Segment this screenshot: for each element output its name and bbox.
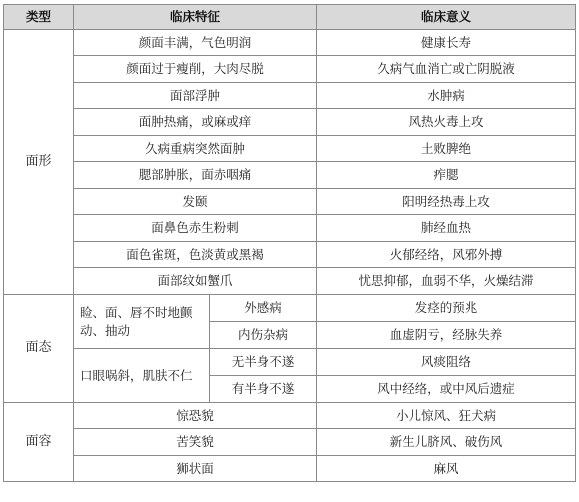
meaning-cell: 小儿惊风、狂犬病 (317, 403, 576, 429)
header-feature: 临床特征 (74, 5, 317, 30)
condition-cell: 有半身不遂 (210, 376, 317, 403)
meaning-cell: 风痰阻络 (317, 349, 576, 376)
feature-cell: 颜面过于瘦削，大肉尽脱 (74, 56, 317, 83)
meaning-cell: 健康长寿 (317, 30, 576, 56)
feature-cell: 狮状面 (74, 456, 317, 482)
table-row (4, 268, 576, 295)
header-row (4, 5, 576, 30)
feature-cell: 面肿热痛，或麻或痒 (74, 109, 317, 136)
table-row (4, 456, 576, 482)
table-row (4, 215, 576, 242)
meaning-cell: 土败脾绝 (317, 136, 576, 162)
meaning-cell: 水肿病 (317, 83, 576, 109)
meaning-cell: 痄腮 (317, 162, 576, 189)
table-row (4, 295, 576, 322)
category-mianxing: 面形 (4, 30, 74, 295)
feature-cell: 面鼻色赤生粉刺 (74, 215, 317, 242)
table-row (4, 189, 576, 215)
table-row (4, 56, 576, 83)
meaning-cell: 风中经络，或中风后遗症 (317, 376, 576, 403)
table-row (4, 30, 576, 56)
feature-cell: 面部纹如蟹爪 (74, 268, 317, 295)
header-meaning: 临床意义 (317, 5, 576, 30)
table-row (4, 83, 576, 109)
table-row (4, 162, 576, 189)
condition-cell: 内伤杂病 (210, 322, 317, 349)
feature-cell: 口眼㖞斜，肌肤不仁 (74, 349, 210, 403)
feature-cell: 腮部肿胀，面赤咽痛 (74, 162, 317, 189)
feature-cell: 面部浮肿 (74, 83, 317, 109)
table-row (4, 349, 576, 376)
meaning-cell: 肺经血热 (317, 215, 576, 242)
meaning-cell: 风热火毒上攻 (317, 109, 576, 136)
table-row (4, 403, 576, 429)
meaning-cell: 血虚阴亏，经脉失养 (317, 322, 576, 349)
meaning-cell: 发痉的预兆 (317, 295, 576, 322)
meaning-cell: 麻风 (317, 456, 576, 482)
condition-cell: 外感病 (210, 295, 317, 322)
table-row (4, 136, 576, 162)
condition-cell: 无半身不遂 (210, 349, 317, 376)
category-mantai: 面态 (4, 295, 74, 403)
feature-cell: 睑、面、唇不时地颤动、抽动 (74, 295, 210, 349)
feature-cell: 发颐 (74, 189, 317, 215)
feature-cell: 久病重病突然面肿 (74, 136, 317, 162)
meaning-cell: 久病气血消亡或亡阴脱液 (317, 56, 576, 83)
table-row (4, 109, 576, 136)
table-row (4, 429, 576, 456)
category-manrong: 面容 (4, 403, 74, 482)
feature-cell: 惊恐貌 (74, 403, 317, 429)
feature-cell: 苦笑貌 (74, 429, 317, 456)
meaning-cell: 忧思抑郁，血弱不华，火燥结滞 (317, 268, 576, 295)
header-type: 类型 (4, 5, 74, 30)
meaning-cell: 火郁经络，风邪外搏 (317, 242, 576, 268)
table-row (4, 242, 576, 268)
feature-cell: 面色雀斑，色淡黄或黑褐 (74, 242, 317, 268)
clinical-table (3, 4, 576, 482)
meaning-cell: 阳明经热毒上攻 (317, 189, 576, 215)
feature-cell: 颜面丰满，气色明润 (74, 30, 317, 56)
meaning-cell: 新生儿脐风、破伤风 (317, 429, 576, 456)
